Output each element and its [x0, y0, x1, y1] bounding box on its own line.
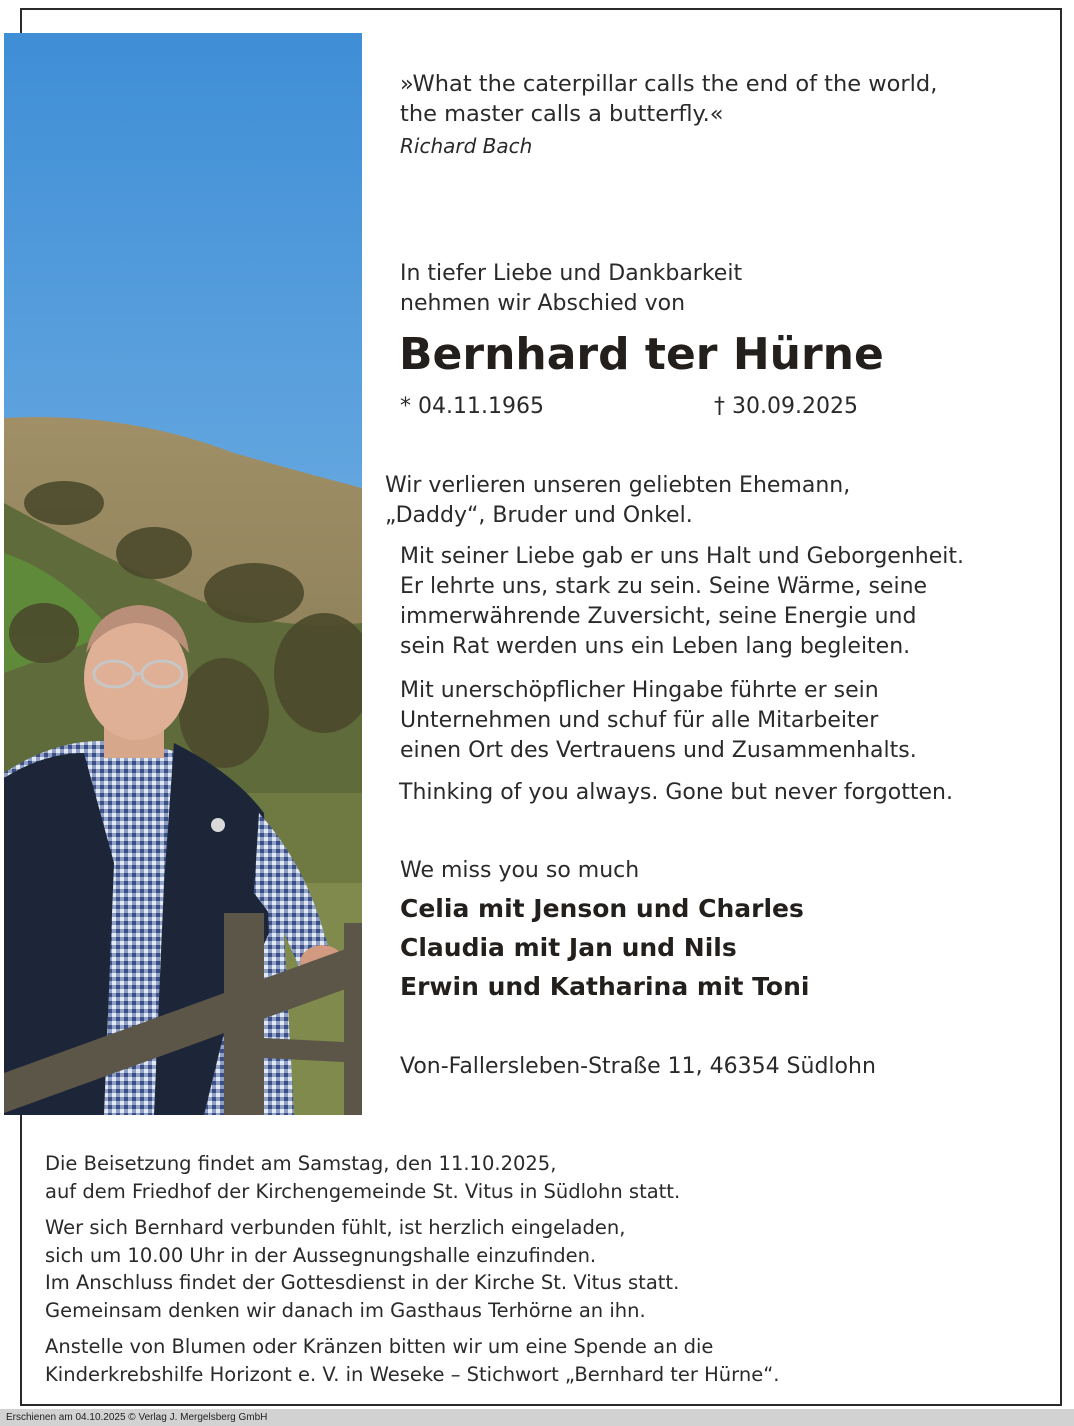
- footer-text: Erschienen am 04.10.2025 © Verlag J. Mergelsberg GmbH: [6, 1412, 268, 1423]
- quote-text: »What the caterpillar calls the end of the world, the master calls a butterfly.«: [400, 71, 938, 127]
- deceased-name: Bernhard ter Hürne: [399, 329, 884, 380]
- birth-date: * 04.11.1965: [400, 394, 544, 419]
- burial-info: Die Beisetzung findet am Samstag, den 11.10.2025, auf dem Friedhof der Kirchengemeinde St. Vitus in Südlohn statt.: [45, 1152, 681, 1203]
- death-date: † 30.09.2025: [714, 394, 858, 419]
- portrait-photo: [4, 33, 362, 1115]
- quote-author: Richard Bach: [400, 134, 533, 158]
- miss-line: We miss you so much: [400, 858, 640, 883]
- paragraph-love: Mit seiner Liebe gab er uns Halt und Geborgenheit. Er lehrte uns, stark zu sein. Seine Wärme, seine immerwährende Zuversicht, seine Energie und sein Rat werden uns ein Leben lang begleiten.: [400, 544, 964, 659]
- publication-footer: [0, 1409, 1074, 1426]
- paragraph-family: Wir verlieren unseren geliebten Ehemann, „Daddy“, Bruder und Onkel.: [385, 473, 851, 528]
- intro-text: In tiefer Liebe und Dankbarkeit nehmen wir Abschied von: [400, 261, 743, 316]
- signature-line: Celia mit Jenson und Charles: [400, 894, 804, 923]
- address: Von-Fallersleben-Straße 11, 46354 Südlohn: [400, 1054, 876, 1079]
- signature-line: Claudia mit Jan und Nils: [400, 933, 737, 962]
- service-info: Wer sich Bernhard verbunden fühlt, ist herzlich eingeladen, sich um 10.00 Uhr in der Aussegnungshalle einzufinden. Im Anschluss findet der Gottesdienst in der Kirche St. Vitus statt. Gemeinsam denken wir danach im Gasthaus Terhörne an ihn.: [45, 1216, 680, 1322]
- paragraph-company: Mit unerschöpflicher Hingabe führte er sein Unternehmen und schuf für alle Mitarbeiter einen Ort des Vertrauens und Zusammenhalts.: [400, 678, 917, 763]
- paragraph-remembrance: Thinking of you always. Gone but never forgotten.: [399, 780, 953, 805]
- signature-line: Erwin und Katharina mit Toni: [400, 972, 810, 1001]
- donation-info: Anstelle von Blumen oder Kränzen bitten wir um eine Spende an die Kinderkrebshilfe Horizont e. V. in Weseke – Stichwort „Bernhard ter Hürne“.: [45, 1335, 780, 1386]
